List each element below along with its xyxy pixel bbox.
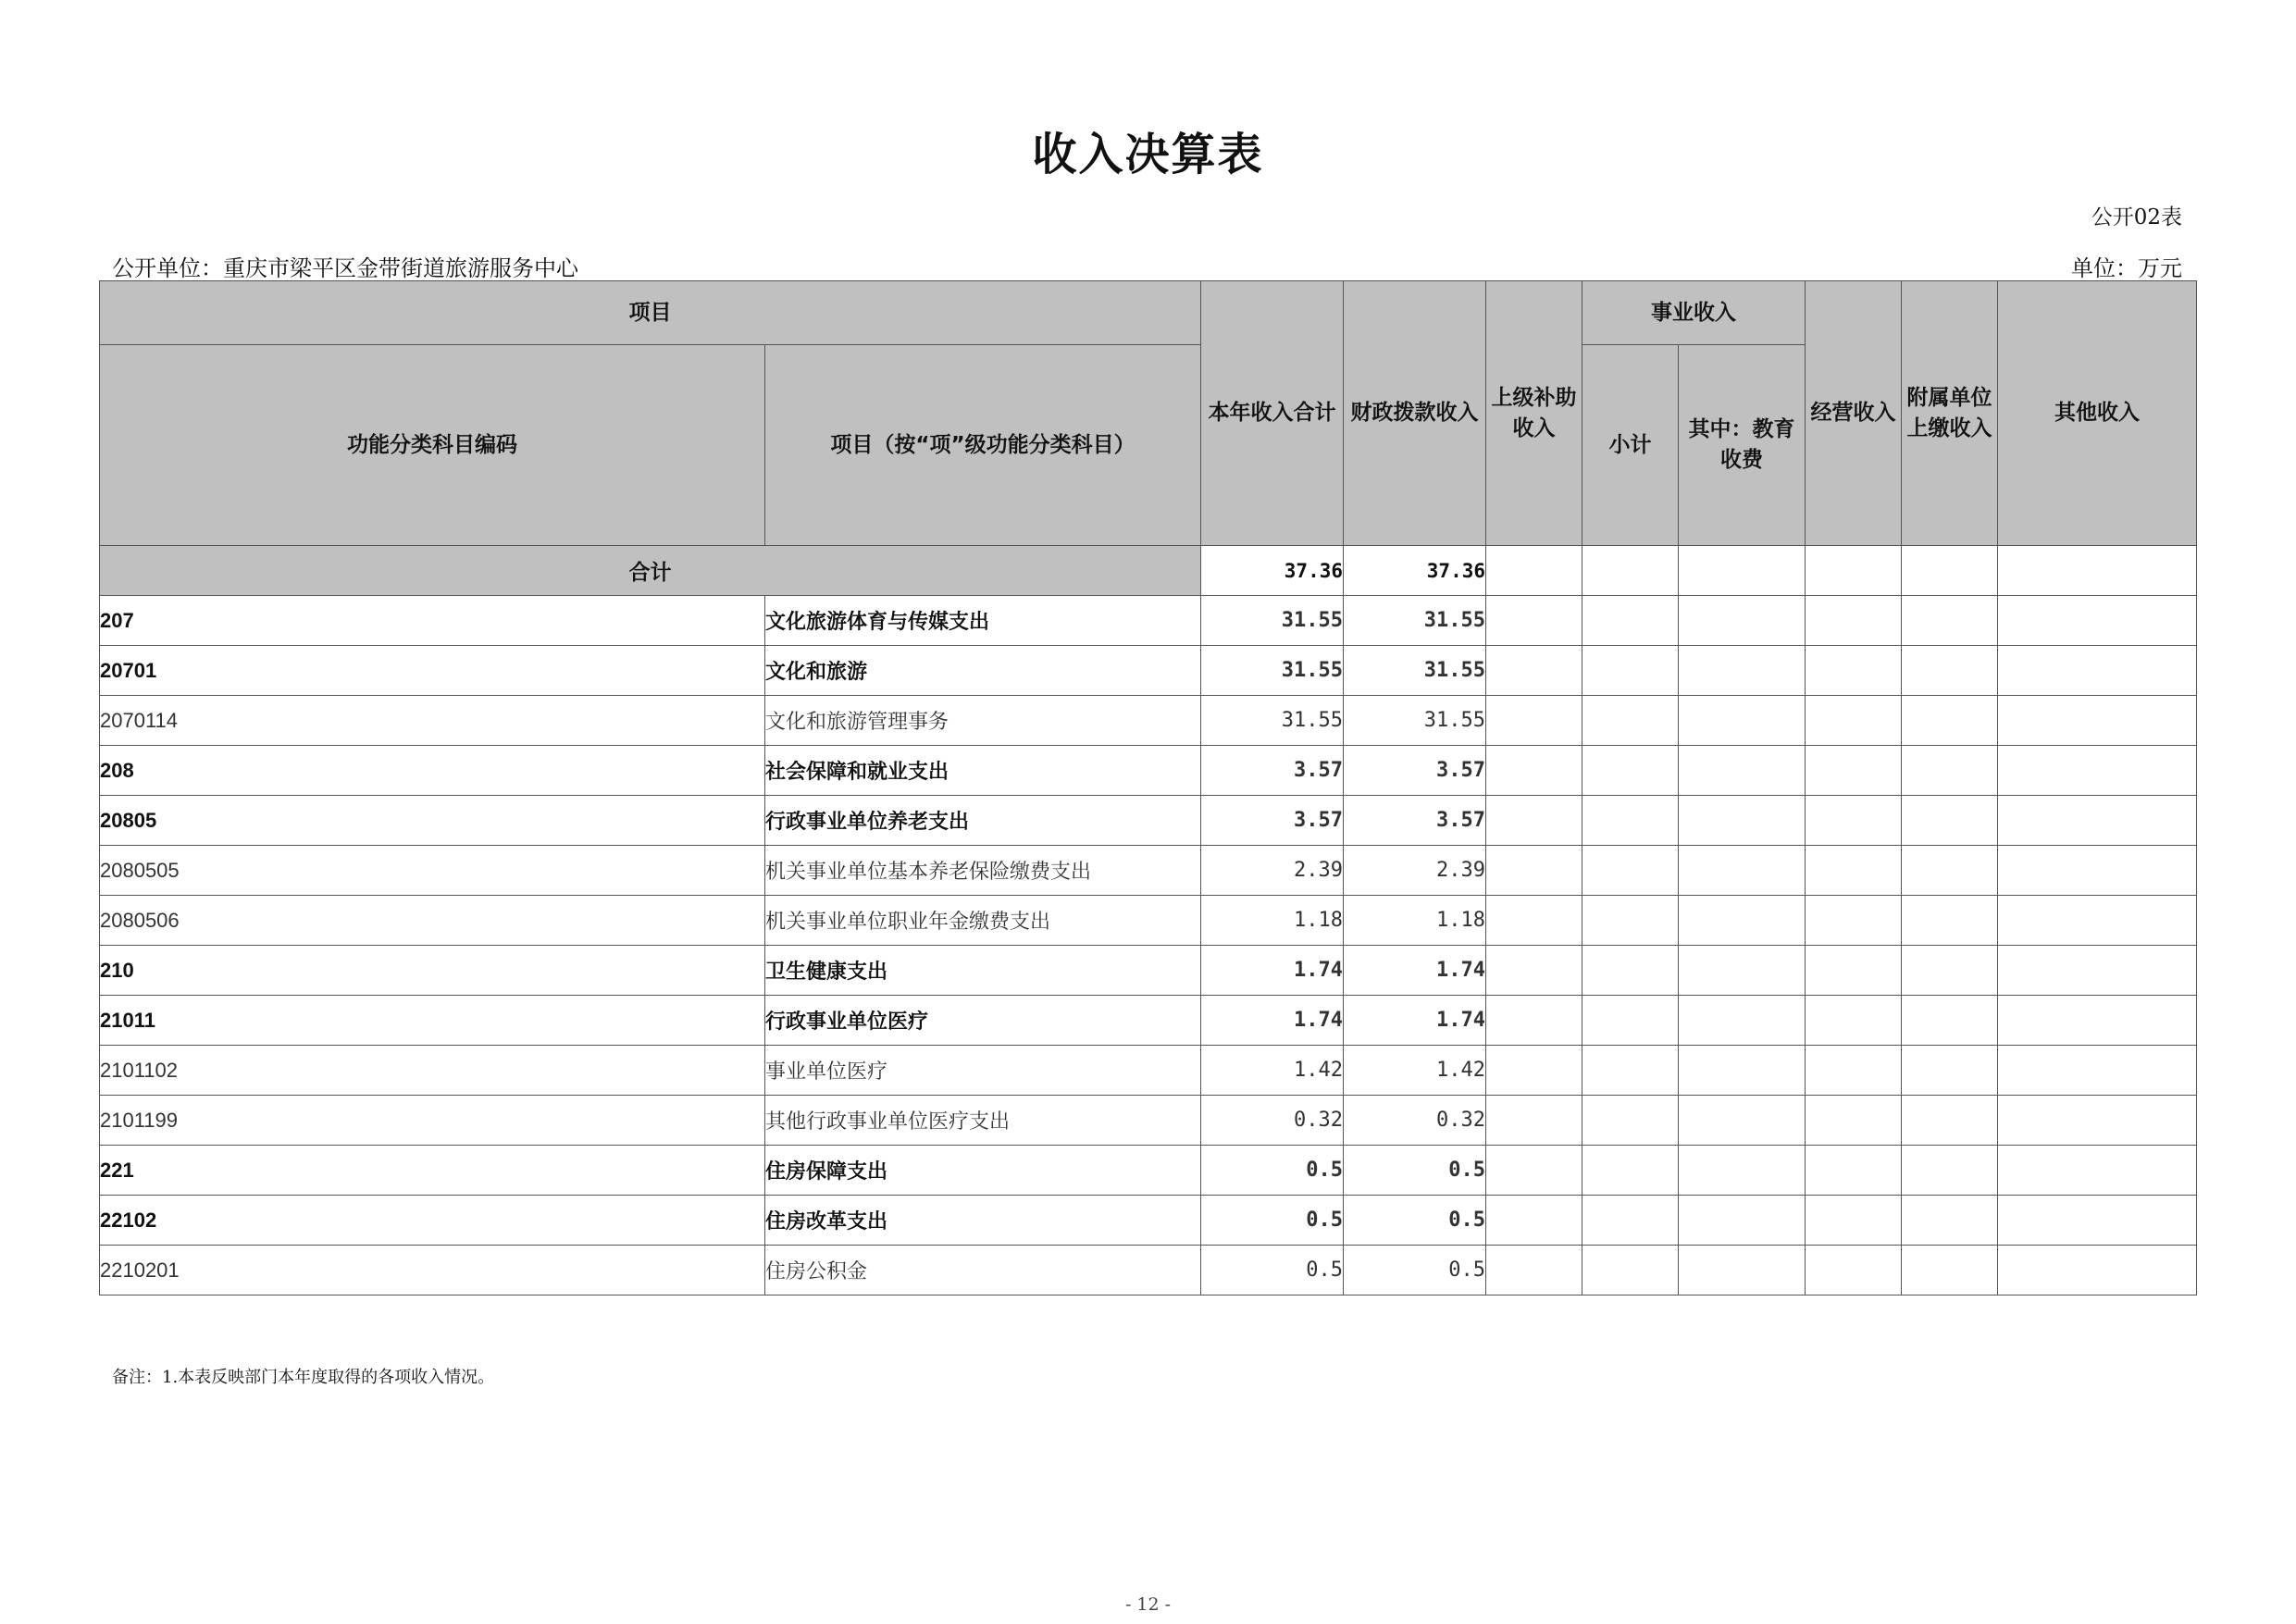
income-total-cell: 0.5 <box>1201 1146 1344 1196</box>
empty-cell <box>1902 896 1998 946</box>
page-title: 收入决算表 <box>1032 129 1264 180</box>
empty-cell <box>1902 596 1998 646</box>
code-cell: 208 <box>100 746 765 796</box>
name-cell: 行政事业单位医疗 <box>765 996 1201 1046</box>
empty-cell <box>1679 646 1806 696</box>
empty-cell <box>1902 696 1998 746</box>
table-row <box>100 1246 2197 1295</box>
empty-cell <box>1806 1146 1902 1196</box>
income-total-cell: 31.55 <box>1201 646 1344 696</box>
empty-cell <box>1582 1096 1679 1146</box>
empty-cell <box>1582 996 1679 1046</box>
footnote: 备注：1.本表反映部门本年度取得的各项收入情况。 <box>112 1368 495 1387</box>
empty-cell <box>1679 1096 1806 1146</box>
income-total-cell: 1.74 <box>1201 946 1344 996</box>
fiscal-cell: 0.5 <box>1344 1196 1486 1246</box>
empty-cell <box>1902 1246 1998 1295</box>
empty-cell <box>1679 1046 1806 1096</box>
income-total-cell: 31.55 <box>1201 596 1344 646</box>
fiscal-cell: 1.18 <box>1344 896 1486 946</box>
empty-cell <box>1486 1196 1582 1246</box>
empty-cell <box>1582 796 1679 846</box>
name-cell: 文化和旅游管理事务 <box>765 696 1201 746</box>
empty-cell <box>1486 796 1582 846</box>
empty-cell <box>1582 746 1679 796</box>
header-operating: 经营收入 <box>1806 281 1902 546</box>
empty-cell <box>1902 796 1998 846</box>
table-row <box>100 696 2197 746</box>
name-cell: 住房改革支出 <box>765 1196 1201 1246</box>
name-cell: 其他行政事业单位医疗支出 <box>765 1096 1201 1146</box>
total-fiscal: 37.36 <box>1344 546 1486 596</box>
name-cell: 行政事业单位养老支出 <box>765 796 1201 846</box>
name-cell: 文化和旅游 <box>765 646 1201 696</box>
empty-cell <box>1998 1246 2197 1295</box>
empty-cell <box>1582 596 1679 646</box>
empty-cell <box>1582 1196 1679 1246</box>
currency-unit: 单位：万元 <box>2071 255 2182 281</box>
code-cell: 22102 <box>100 1196 765 1246</box>
table-row <box>100 796 2197 846</box>
name-cell: 文化旅游体育与传媒支出 <box>765 596 1201 646</box>
empty-cell <box>1486 1046 1582 1096</box>
empty-cell <box>1582 946 1679 996</box>
fiscal-cell: 1.74 <box>1344 996 1486 1046</box>
empty-cell <box>1486 646 1582 696</box>
name-cell: 住房保障支出 <box>765 1146 1201 1196</box>
table-row <box>100 946 2197 996</box>
income-total-cell: 1.42 <box>1201 1046 1344 1096</box>
table-row <box>100 646 2197 696</box>
empty-cell <box>1582 546 1679 596</box>
code-cell: 20701 <box>100 646 765 696</box>
empty-cell <box>1582 1046 1679 1096</box>
header-name: 项目（按“项”级功能分类科目） <box>765 345 1201 546</box>
header-business: 事业收入 <box>1582 281 1806 345</box>
empty-cell <box>1679 896 1806 946</box>
table-row <box>100 596 2197 646</box>
empty-cell <box>1998 1146 2197 1196</box>
empty-cell <box>1806 746 1902 796</box>
table-row <box>100 746 2197 796</box>
empty-cell <box>1998 1046 2197 1096</box>
empty-cell <box>1998 996 2197 1046</box>
empty-cell <box>1902 546 1998 596</box>
empty-cell <box>1582 1146 1679 1196</box>
page-number: - 12 - <box>1124 1594 1172 1615</box>
empty-cell <box>1486 896 1582 946</box>
empty-cell <box>1998 846 2197 896</box>
fiscal-cell: 2.39 <box>1344 846 1486 896</box>
empty-cell <box>1679 996 1806 1046</box>
empty-cell <box>1582 896 1679 946</box>
empty-cell <box>1679 746 1806 796</box>
table-row <box>100 1096 2197 1146</box>
empty-cell <box>1486 696 1582 746</box>
empty-cell <box>1902 746 1998 796</box>
empty-cell <box>1902 1046 1998 1096</box>
name-cell: 社会保障和就业支出 <box>765 746 1201 796</box>
header-fiscal: 财政拨款收入 <box>1344 281 1486 546</box>
code-cell: 2080505 <box>100 846 765 896</box>
empty-cell <box>1582 696 1679 746</box>
code-cell: 2210201 <box>100 1246 765 1295</box>
code-cell: 20805 <box>100 796 765 846</box>
name-cell: 住房公积金 <box>765 1246 1201 1295</box>
total-row <box>100 546 2197 596</box>
fiscal-cell: 0.5 <box>1344 1146 1486 1196</box>
empty-cell <box>1806 646 1902 696</box>
empty-cell <box>1998 596 2197 646</box>
empty-cell <box>1998 746 2197 796</box>
fiscal-cell: 1.42 <box>1344 1046 1486 1096</box>
empty-cell <box>1902 946 1998 996</box>
empty-cell <box>1998 546 2197 596</box>
form-number: 公开02表 <box>2091 205 2182 229</box>
empty-cell <box>1902 996 1998 1046</box>
name-cell: 机关事业单位基本养老保险缴费支出 <box>765 846 1201 896</box>
code-cell: 2070114 <box>100 696 765 746</box>
header-superior: 上级补助收入 <box>1486 281 1582 546</box>
income-total-cell: 31.55 <box>1201 696 1344 746</box>
header-other: 其他收入 <box>1998 281 2197 546</box>
fiscal-cell: 0.5 <box>1344 1246 1486 1295</box>
income-total-cell: 0.32 <box>1201 1096 1344 1146</box>
header-subtotal: 小计 <box>1582 345 1679 546</box>
fiscal-cell: 3.57 <box>1344 796 1486 846</box>
empty-cell <box>1679 546 1806 596</box>
empty-cell <box>1806 846 1902 896</box>
code-cell: 21011 <box>100 996 765 1046</box>
empty-cell <box>1679 946 1806 996</box>
header-edu: 其中：教育收费 <box>1679 345 1806 546</box>
fiscal-cell: 3.57 <box>1344 746 1486 796</box>
empty-cell <box>1486 946 1582 996</box>
empty-cell <box>1486 596 1582 646</box>
header-total: 本年收入合计 <box>1201 281 1344 546</box>
fiscal-cell: 1.74 <box>1344 946 1486 996</box>
fiscal-cell: 31.55 <box>1344 646 1486 696</box>
empty-cell <box>1806 896 1902 946</box>
empty-cell <box>1806 696 1902 746</box>
code-cell: 2101199 <box>100 1096 765 1146</box>
income-total-cell: 2.39 <box>1201 846 1344 896</box>
empty-cell <box>1902 1196 1998 1246</box>
empty-cell <box>1486 846 1582 896</box>
header-item: 项目 <box>100 281 1201 345</box>
table-body <box>100 546 2197 1295</box>
empty-cell <box>1902 1096 1998 1146</box>
name-cell: 事业单位医疗 <box>765 1046 1201 1096</box>
header-affiliated: 附属单位上缴收入 <box>1902 281 1998 546</box>
income-total-cell: 1.18 <box>1201 896 1344 946</box>
table-row <box>100 846 2197 896</box>
empty-cell <box>1806 1246 1902 1295</box>
empty-cell <box>1806 946 1902 996</box>
table-row <box>100 996 2197 1046</box>
name-cell: 卫生健康支出 <box>765 946 1201 996</box>
empty-cell <box>1998 946 2197 996</box>
empty-cell <box>1486 996 1582 1046</box>
total-income: 37.36 <box>1201 546 1344 596</box>
empty-cell <box>1806 1046 1902 1096</box>
empty-cell <box>1679 846 1806 896</box>
income-total-cell: 0.5 <box>1201 1246 1344 1295</box>
empty-cell <box>1998 896 2197 946</box>
empty-cell <box>1902 1146 1998 1196</box>
fiscal-cell: 31.55 <box>1344 696 1486 746</box>
code-cell: 2101102 <box>100 1046 765 1096</box>
table-row <box>100 1146 2197 1196</box>
header-code: 功能分类科目编码 <box>100 345 765 546</box>
empty-cell <box>1582 1246 1679 1295</box>
empty-cell <box>1679 596 1806 646</box>
code-cell: 2080506 <box>100 896 765 946</box>
empty-cell <box>1806 996 1902 1046</box>
empty-cell <box>1486 1096 1582 1146</box>
income-total-cell: 3.57 <box>1201 796 1344 846</box>
total-label: 合计 <box>100 546 1201 596</box>
empty-cell <box>1679 696 1806 746</box>
fiscal-cell: 31.55 <box>1344 596 1486 646</box>
empty-cell <box>1998 1096 2197 1146</box>
empty-cell <box>1806 596 1902 646</box>
empty-cell <box>1806 546 1902 596</box>
empty-cell <box>1486 1246 1582 1295</box>
empty-cell <box>1679 1246 1806 1295</box>
empty-cell <box>1998 646 2197 696</box>
empty-cell <box>1679 796 1806 846</box>
code-cell: 210 <box>100 946 765 996</box>
reporting-unit: 公开单位：重庆市梁平区金带街道旅游服务中心 <box>112 255 578 281</box>
empty-cell <box>1582 846 1679 896</box>
empty-cell <box>1902 646 1998 696</box>
name-cell: 机关事业单位职业年金缴费支出 <box>765 896 1201 946</box>
code-cell: 207 <box>100 596 765 646</box>
empty-cell <box>1902 846 1998 896</box>
empty-cell <box>1998 1196 2197 1246</box>
empty-cell <box>1806 796 1902 846</box>
empty-cell <box>1806 1196 1902 1246</box>
empty-cell <box>1679 1146 1806 1196</box>
income-total-cell: 3.57 <box>1201 746 1344 796</box>
income-total-cell: 1.74 <box>1201 996 1344 1046</box>
income-total-cell: 0.5 <box>1201 1196 1344 1246</box>
table-header <box>100 281 2197 546</box>
income-report-table <box>99 280 2197 1295</box>
code-cell: 221 <box>100 1146 765 1196</box>
fiscal-cell: 0.32 <box>1344 1096 1486 1146</box>
table-row <box>100 896 2197 946</box>
empty-cell <box>1486 746 1582 796</box>
table-row <box>100 1196 2197 1246</box>
empty-cell <box>1582 646 1679 696</box>
empty-cell <box>1806 1096 1902 1146</box>
table-row <box>100 1046 2197 1096</box>
empty-cell <box>1998 696 2197 746</box>
empty-cell <box>1486 1146 1582 1196</box>
empty-cell <box>1679 1196 1806 1246</box>
empty-cell <box>1486 546 1582 596</box>
empty-cell <box>1998 796 2197 846</box>
